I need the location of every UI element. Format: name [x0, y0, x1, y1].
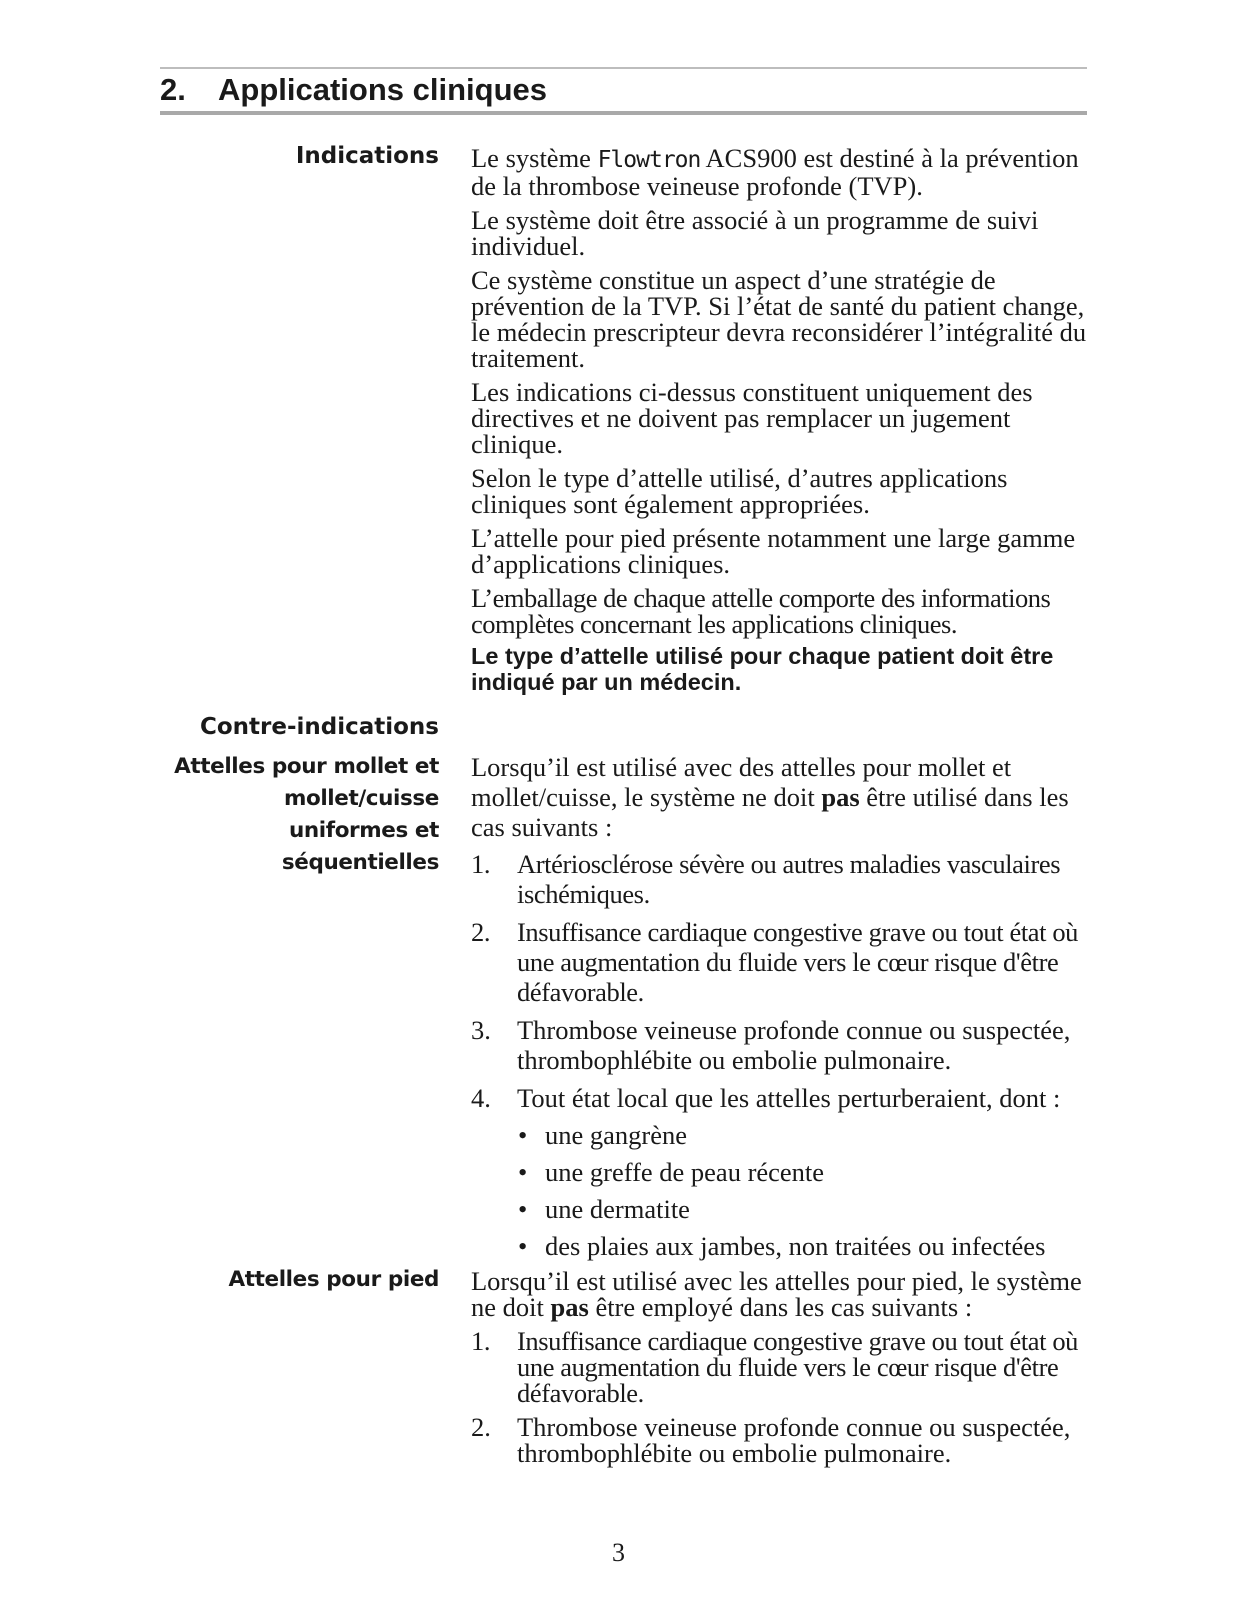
list-item — [471, 849, 1101, 909]
bullet-glyph: • — [518, 1120, 528, 1150]
list-item-number: 2. — [471, 917, 491, 947]
top-rule — [160, 67, 1087, 69]
calf-thigh-label-line-3: uniformes et — [288, 818, 439, 843]
bottom-rule — [160, 111, 1087, 115]
calf-thigh-label-line-1: Attelles pour mollet et — [174, 754, 439, 779]
indications-body — [471, 145, 1101, 695]
bullet-item — [471, 1157, 1101, 1187]
indications-paragraph-5: Selon le type d’attelle utilisé, d’autres applications cliniques sont également appropriées. — [471, 463, 1008, 519]
list-item-text: Artériosclérose sévère ou autres maladies vasculaires ischémiques. — [517, 849, 1061, 909]
list-item — [471, 917, 1101, 1007]
bullet-text: des plaies aux jambes, non traitées ou infectées — [545, 1231, 1046, 1261]
list-item — [471, 1328, 1101, 1406]
calf-thigh-label — [174, 751, 439, 879]
section-title: Applications cliniques — [218, 72, 547, 107]
list-item-text: Insuffisance cardiaque congestive grave ou tout état où une augmentation du fluide vers le cœur risque d'être défavorable. — [517, 917, 1079, 1007]
indications-label: Indications — [295, 143, 439, 169]
page-number: 3 — [612, 1538, 625, 1567]
list-item-text: Insuffisance cardiaque congestive grave ou tout état où une augmentation du fluide vers le cœur risque d'être défavorable. — [517, 1326, 1079, 1408]
foot-body — [471, 1268, 1101, 1466]
list-item-text: Thrombose veineuse profonde connue ou suspectée, thrombophlébite ou embolie pulmonaire. — [517, 1412, 1071, 1468]
calf-thigh-body — [471, 752, 1101, 1261]
list-item — [471, 1414, 1101, 1466]
bullet-glyph: • — [518, 1194, 528, 1224]
list-item-text: Thrombose veineuse profonde connue ou suspectée, thrombophlébite ou embolie pulmonaire. — [517, 1015, 1071, 1075]
foot-intro: Lorsqu’il est utilisé avec les attelles pour pied, le système ne doit pas être employé dans les cas suivants : — [471, 1266, 1082, 1322]
indications-paragraph-6: L’attelle pour pied présente notamment une large gamme d’applications cliniques. — [471, 523, 1076, 579]
brand-name: Flowtron — [597, 147, 701, 173]
calf-thigh-intro: Lorsqu’il est utilisé avec des attelles pour mollet et mollet/cuisse, le système ne doit pas être utilisé dans les cas suivants : — [471, 752, 1069, 842]
bullet-item — [471, 1194, 1101, 1224]
list-item — [471, 1083, 1101, 1113]
list-item-number: 1. — [471, 849, 491, 879]
bullet-item — [471, 1120, 1101, 1150]
section-number: 2. — [160, 72, 186, 107]
bullet-text: une dermatite — [545, 1194, 690, 1224]
calf-thigh-label-line-4: séquentielles — [281, 850, 439, 875]
list-item-number: 2. — [471, 1412, 491, 1442]
bullet-item — [471, 1231, 1101, 1261]
bullet-text: une gangrène — [545, 1120, 687, 1150]
contra-indications-label: Contre-indications — [199, 714, 439, 740]
list-item — [471, 1015, 1101, 1075]
list-item-text: Tout état local que les attelles perturberaient, dont : — [517, 1083, 1061, 1113]
list-item-number: 3. — [471, 1015, 491, 1045]
section-heading — [160, 70, 547, 110]
list-item-number: 1. — [471, 1326, 491, 1356]
indications-paragraph-2: Le système doit être associé à un programme de suivi individuel. — [471, 205, 1039, 261]
bullet-text: une greffe de peau récente — [545, 1157, 825, 1187]
indications-paragraph-7: L’emballage de chaque attelle comporte des informations complètes concernant les applications cliniques. — [471, 583, 1051, 639]
indications-paragraph-4: Les indications ci-dessus constituent uniquement des directives et ne doivent pas remplacer un jugement clinique. — [471, 377, 1033, 459]
indications-paragraph-3: Ce système constitue un aspect d’une stratégie de prévention de la TVP. Si l’état de santé du patient change, le médecin prescripteur devra reconsidérer l’intégralité du traitement. — [471, 265, 1087, 373]
bullet-glyph: • — [518, 1157, 528, 1187]
bullet-glyph: • — [518, 1231, 528, 1261]
calf-thigh-label-line-2: mollet/cuisse — [283, 786, 439, 811]
indications-paragraph-1: Le système Flowtron ACS900 est destiné à la prévention de la thrombose veineuse profonde (TVP). — [471, 143, 1079, 201]
indications-emphasis: Le type d’attelle utilisé pour chaque patient doit être indiqué par un médecin. — [471, 643, 1054, 695]
foot-label: Attelles pour pied — [228, 1267, 439, 1292]
list-item-number: 4. — [471, 1083, 491, 1113]
